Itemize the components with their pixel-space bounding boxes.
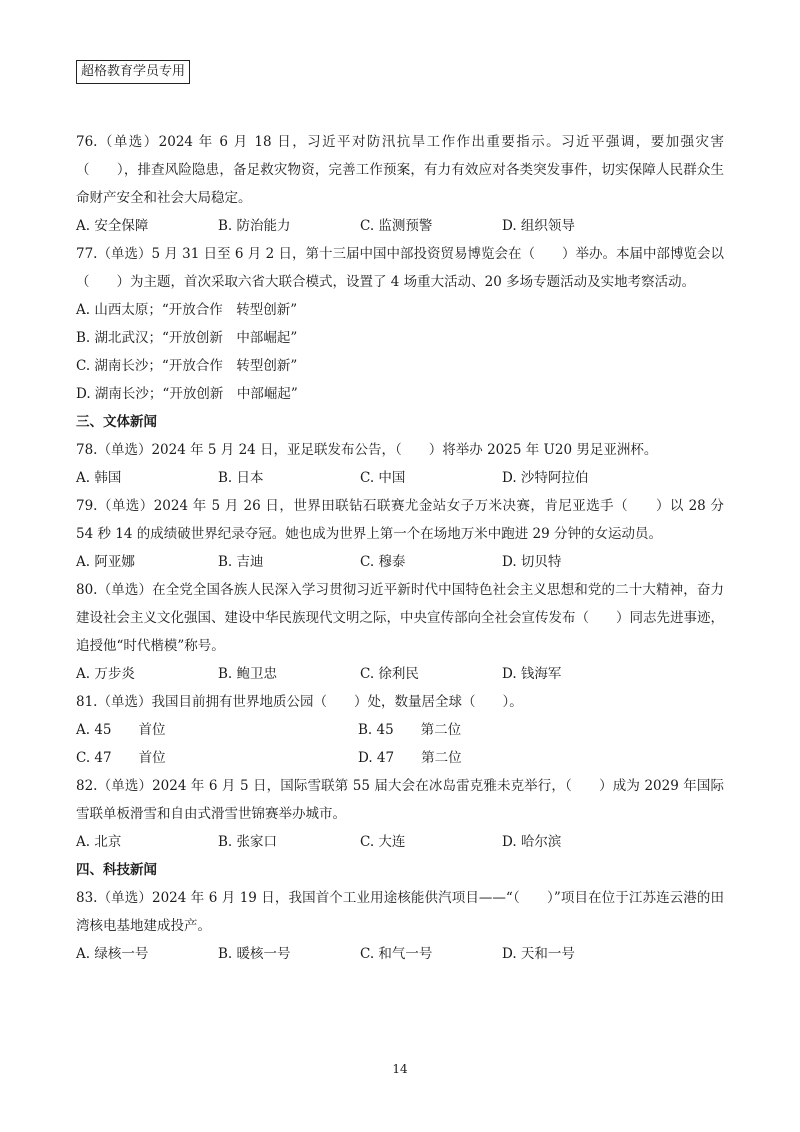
section-heading-3: 三、文体新闻 xyxy=(76,414,157,430)
option-a: A. 安全保障 xyxy=(76,218,149,234)
option-b: B. 45 第二位 xyxy=(358,722,462,738)
options-80 xyxy=(76,660,724,688)
option-c: C. 穆泰 xyxy=(360,554,406,570)
option-a: A. 阿亚娜 xyxy=(76,554,135,570)
question-76: 76.（单选）2024 年 6 月 18 日，习近平对防汛抗旱工作作出重要指示。习近平强调，要加强灾害（ ），排查风险隐患，备足救灾物资，完善工作预案，有力有效应对各类突发事件，切实保障人民群众生命财产安全和社会大局稳定。 xyxy=(76,134,724,206)
option-b: B. 暖核一号 xyxy=(218,946,291,962)
options-83 xyxy=(76,940,724,968)
option-d: D. 湖南长沙；“开放创新 中部崛起” xyxy=(76,386,298,402)
option-d: D. 沙特阿拉伯 xyxy=(502,470,589,486)
option-a: A. 45 首位 xyxy=(76,722,166,738)
option-c: C. 湖南长沙；“开放合作 转型创新” xyxy=(76,358,298,374)
option-d: D. 哈尔滨 xyxy=(502,834,562,850)
option-a: A. 万步炎 xyxy=(76,666,135,682)
options-79 xyxy=(76,548,724,576)
option-b: B. 湖北武汉；“开放创新 中部崛起” xyxy=(76,330,298,346)
options-82 xyxy=(76,828,724,856)
options-76 xyxy=(76,212,724,240)
option-d: D. 47 第二位 xyxy=(358,750,462,766)
question-list xyxy=(76,128,724,968)
option-a: A. 北京 xyxy=(76,834,122,850)
option-d: D. 天和一号 xyxy=(502,946,575,962)
option-b: B. 吉迪 xyxy=(218,554,264,570)
option-c: C. 和气一号 xyxy=(360,946,433,962)
page-number: 14 xyxy=(392,1062,408,1076)
options-78 xyxy=(76,464,724,492)
option-b: B. 鲍卫忠 xyxy=(218,666,278,682)
question-80: 80.（单选）在全党全国各族人民深入学习贯彻习近平新时代中国特色社会主义思想和党的二十大精神，奋力建设社会主义文化强国、建设中华民族现代文明之际，中央宣传部向全社会宣传发布（ ）同志先进事迹，追授他“时代楷模”称号。 xyxy=(76,582,724,654)
question-78: 78.（单选）2024 年 5 月 24 日，亚足联发布公告，（ ）将举办 2025 年 U20 男足亚洲杯。 xyxy=(76,442,658,458)
question-79: 79.（单选）2024 年 5 月 26 日，世界田联钻石联赛尤金站女子万米决赛，肯尼亚选手（ ）以 28 分 54 秒 14 的成绩破世界纪录夺冠。她也成为世界上第一个在场地万米中跑进 29 分钟的女运动员。 xyxy=(76,498,724,542)
option-b: B. 防治能力 xyxy=(218,218,291,234)
option-b: B. 张家口 xyxy=(218,834,278,850)
options-81 xyxy=(76,716,724,772)
option-a: A. 绿核一号 xyxy=(76,946,149,962)
question-83: 83.（单选）2024 年 6 月 19 日，我国首个工业用途核能供汽项目——“（ ）”项目在位于江苏连云港的田湾核电基地建成投产。 xyxy=(76,890,724,934)
option-a: A. 山西太原；“开放合作 转型创新” xyxy=(76,302,298,318)
option-c: C. 47 首位 xyxy=(76,750,166,766)
option-d: D. 钱海军 xyxy=(502,666,562,682)
option-c: C. 大连 xyxy=(360,834,406,850)
option-c: C. 中国 xyxy=(360,470,406,486)
question-82: 82.（单选）2024 年 6 月 5 日，国际雪联第 55 届大会在冰岛雷克雅未克举行，（ ）成为 2029 年国际雪联单板滑雪和自由式滑雪世锦赛举办城市。 xyxy=(76,778,724,822)
option-c: C. 监测预警 xyxy=(360,218,433,234)
question-81: 81.（单选）我国目前拥有世界地质公园（ ）处，数量居全球（ ）。 xyxy=(76,694,523,710)
option-d: D. 切贝特 xyxy=(502,554,562,570)
question-77: 77.（单选）5 月 31 日至 6 月 2 日，第十三届中国中部投资贸易博览会在（ ）举办。本届中部博览会以（ ）为主题，首次采取六省大联合模式，设置了 4 场重大活动、20 多场专题活动及实地考察活动。 xyxy=(76,246,724,290)
section-heading-4: 四、科技新闻 xyxy=(76,862,157,878)
watermark-header: 超格教育学员专用 xyxy=(76,60,190,84)
option-a: A. 韩国 xyxy=(76,470,122,486)
option-d: D. 组织领导 xyxy=(502,218,575,234)
option-c: C. 徐利民 xyxy=(360,666,419,682)
option-b: B. 日本 xyxy=(218,470,264,486)
